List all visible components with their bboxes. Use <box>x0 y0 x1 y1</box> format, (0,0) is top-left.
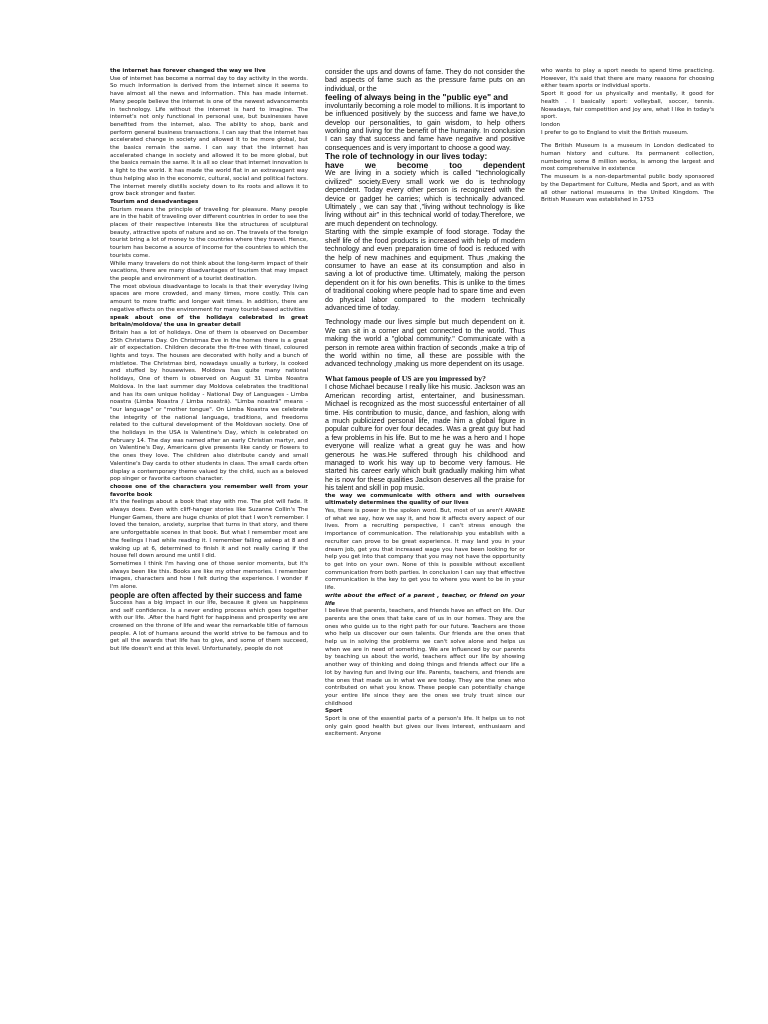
section-heading: Tourism and desadvantages <box>110 198 199 205</box>
paragraph: Sport is one of the essential parts of a person's life. It helps us to not only gain good health but gives our lives interest, enthusiasm and excitement. Anyone <box>325 716 525 738</box>
paragraph: I chose Michael because I really like his music. Jackson was an American recording artist, entertainer, and businessman. Michael is recognized as the most successful entertainer of all time. His contribution to music, dance, and fashion, along with a much publicized personal life, made him a global figure in popular culture for over four decades. Was a great guy but had a few problems in his life. But to me he was a hero and I hope everyone will realize what a great guy he was and how generous he was.He suffered through his childhood and managed to work his way up to become very famous. He started his career early which built gradually making him what he is now for these qualities Jackson deserves all the praise for his talent and skill in pop music. <box>325 383 525 493</box>
paragraph: Starting with the simple example of food storage. Today the shelf life of the food products is increased with help of modern technology and even preparation time of food is reduced with the help of new machines and equipment. Thus ,making the consumer to have an ease at its consumption and also in saving a lot of productive time. Ultimately, making the person dependent on it for his own benefits. This is unlike to the times of traditional cooking where people had to spare time and even do physical labor compared to the modern technically advanced time of today. <box>325 228 525 312</box>
paragraph: Yes, there is power in the spoken word. But, most of us aren't AWARE of what we say, how we say it, and how it affects every aspect of our lives. From a recruiting perspective, I can't stress enough the importance of communication. The relationship you establish with a recruiter can prove to be great experience. It may land you in your dream job, get you that increased wage you have been looking for or help you get into that company that you may not have the opportunity to get into on your own. None of this is possible without excellent communication from both parties. In conclusion I can say that effective communication is the key to get you to where you want to be in your life. <box>325 508 525 592</box>
paragraph: Technology made our lives simple but much dependent on it. We can sit in a corner and get connected to the world. Thus making the world a "global community." Communicate with a person in remote area within fraction of seconds ,make a trip of the world within no time, all these are possible with the advanced technology ,making us more dependent on its usage. <box>325 318 525 369</box>
paragraph: It's the feelings about a book that stay with me. The plot will fade. It always does. Even with cliff-hanger stories like Suzanne Collin's The Hunger Games, there are huge chunks of plot that I won't remember. I loved the tension, anxiety, surprise that turns in that story, and there are unforgettable scenes in that book. But what I remember most are the feelings I had while reading it. I remember falling asleep at 8 and waking up at 6, determined to finish it and not really caring if the house fell down around me until I did. <box>110 499 308 560</box>
section-heading: choose one of the characters you remember well from your favorite book <box>110 483 308 498</box>
paragraph: Sometimes I think I'm having one of those senior moments, but it's always been like this. Books are like my other memories. I remember images, characters and how I felt during the experience. I wonder if I'm alone. <box>110 561 308 591</box>
paragraph: Sport it good for us physically and mentally, it good for health . I basically sport: volleyball, soccer, tennis. Nowadays, fair competition and joy are, what I like in today's sport. <box>541 91 714 121</box>
section-heading: write about the effect of a parent , teacher, or friend on your life <box>325 592 525 607</box>
section-heading: The role of technology in our lives today: <box>325 151 488 162</box>
paragraph: While many travelers do not think about the long-term impact of their vacations, there are many disadvantages of tourism that may impact the people and environment of a tourist destination. <box>110 260 308 282</box>
column-right <box>541 68 714 288</box>
paragraph: The most obvious disadvantage to locals is that their everyday living spaces are more crowded, and many times, more costly. This can amount to more traffic and longer wait times. In addition, there are negative effects on the environment for many tourist-based activities <box>110 283 308 313</box>
paragraph: The museum is a non-departmental public body sponsored by the Department for Culture, Media and Sport, and as with all other national museums in the United Kingdom. The British Museum was established in 1753 <box>541 174 714 204</box>
paragraph: Use of internet has become a normal day to day activity in the words. So much information is derived from the internet since it seems to have almost all the news and information. This has made internet. Many people believe the internet is one of the newest advancements in technology. Life without the internet is hard to imagine. The internet's not only functional in personal use, but businesses have benefited from the internet, also. The ability to shop, bank and perform general business transactions. I can say that the internet has accelerated change in society and allowed it to be more global, but the basics remain the same. I can say that the internet has accelerated change in society and allowed it to be more global, but the basics remain the same. It is all so clear that internet innovation is a light to the world. It has made the world flat in an extravagant way thus helping also in the economic, cultural, social and political factors. The internet merely distills society down to its roots and allows it to grow back stronger and faster. <box>110 75 308 198</box>
paragraph: Tourism means the principle of traveling for pleasure. Many people are in the habit of traveling over different countries in order to see the places of their respective interests like the structures of sculptural beauty, attractive spots of nature and so on. The travels of the foreign tourist bring a lot of money to the countries where they travel. Hence, tourism has become a source of income for the countries to which the tourists come. <box>110 206 308 259</box>
section-heading: feeling of always being in the "public eye" and <box>325 92 509 103</box>
section-heading: the way we communicate with others and with ourselves ultimately determines the quality of our lives <box>325 492 525 507</box>
paragraph: I prefer to go to England to visit the British museum. <box>541 129 689 136</box>
paragraph: who wants to play a sport needs to spend time practicing. However, it's said that there are many reasons for choosing either team sports or individual sports. <box>541 68 714 90</box>
section-heading: Sport <box>325 708 343 715</box>
section-heading: the internet has forever changed the way we live <box>110 68 266 74</box>
paragraph: involuntarily becoming a role model to millions. It is important to be influenced positively by the success and fame we have,to develop our personalities, to gain wisdom, to help others working and living for the benefit of the humanity. In conclusion I can say that success and fame have negative and positive consequences and is very important to choose a good way. <box>325 101 525 152</box>
column-left <box>110 68 308 958</box>
column-middle <box>325 68 525 958</box>
section-heading: people are often affected by their success and fame <box>110 590 302 600</box>
paragraph: consider the ups and downs of fame. They do not consider the bad aspects of fame such as the pressure fame puts on an individual, or the <box>325 68 525 93</box>
paragraph: I believe that parents, teachers, and friends have an effect on life. Our parents are the ones that take care of us in our homes. They are the ones who guide us to the right path for our future. Teachers are those who help us discover our own talents. Our friends are the ones that help us in solving the problems we can't solve alone and helps us when we are in need of something. We are influenced by our parents by teaching us about the world, teachers affect our life by showing another way of thinking and doing things and friends affect our life a lot by having fun and living our life. Parents, teachers, and friends are the ones that made us in what we are today. They are the ones who contributed on what you know. These people can potentially change your entire life since they are the ones we truly trust since our childhood <box>325 608 525 707</box>
paragraph: london <box>541 121 561 128</box>
section-heading: have we become too dependent <box>325 159 525 170</box>
paragraph: The British Museum is a museum in London dedicated to human history and culture. Its permanent collection, numbering some 8 million works, is among the largest and most comprehensive in existence <box>541 143 714 173</box>
paragraph: We are living in a society which is called "technologically civilized" society.Every small work we do is technology dependent. Today every other person is recognized with the device or gadget he carries; which is technically advanced. Ultimately , we can say that ,"living without technology is like living without air" in this technical world of today.Therefore, we are much dependent on technology. <box>325 169 525 228</box>
section-heading: What famous people of US are you impressed by? <box>325 373 486 383</box>
paragraph: Success has a big impact in our life, because it gives us happiness and self confidence. Is a never ending process which goes together with our life. .After the hard fight for happiness and prosperity we are crowned on the throne of life and wear the remarkable title of famous people. A lot of humans around the world strive to be famous and to get all the awards that life has to give, and some of them succeed, but life doesn't end at this level. Unfortunately, people do not <box>110 599 308 653</box>
paragraph: Britain has a lot of holidays. One of them is observed on December 25th Christams Day. On Christmas Eve in the homes there is a great air of expectation. Children decorate the fir-tree with tinsel, coloured lights and toys. The houses are decorated with holly and a bunch of mistletoe. The Christmas bird, nowadays usually a turkey, is cooked and stuffed by housewives. Moldova has quite many national holidays, One of them is observed on August 31 Limba Noastra Moldova. In the last summer day Moldova celebrates the traditional and has its own unique holiday - National Day of Languages - Limba noastra (Limba Noastra / Limba noastră). "Limba noastră" means - "our language" or "mother tongue". On Limba Noastra we celebrate the integrity of the national language, traditions, and freedoms related to the cultural development of the Moldovan society. One of the holidays in the USA is Valentine's Day, which is celebrated on February 14. The day was named after an early Christian martyr, and on Valentine's Day, Americans give presents like candy or flowers to the ones they love. The children also distribute candy and small Valentine's Day cards to other students in class. The small cards often display a contemporary theme valued by the child, such as a beloved pop singer or favorite cartoon character. <box>110 329 308 483</box>
section-heading: speak about one of the holidays celebrated in great britain/moldova/ the usa in greater detail <box>110 314 308 329</box>
